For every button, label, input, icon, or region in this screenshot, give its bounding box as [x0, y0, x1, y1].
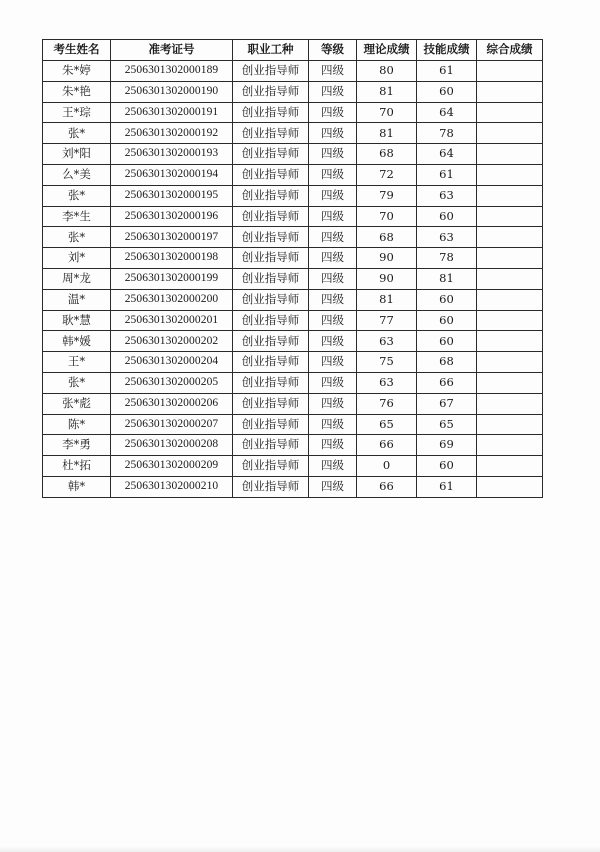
cell-theory-score: 63: [357, 331, 417, 352]
cell-skill-score: 60: [417, 456, 477, 477]
table-row: [43, 393, 543, 414]
cell-skill-score: 63: [417, 227, 477, 248]
cell-occupation: 创业指导师: [233, 206, 309, 227]
cell-theory-score: 77: [357, 310, 417, 331]
cell-ticket-id: 2506301302000198: [111, 248, 233, 269]
cell-overall-score: [477, 102, 543, 123]
cell-name: 张*: [43, 372, 111, 393]
cell-ticket-id: 2506301302000207: [111, 414, 233, 435]
cell-ticket-id: 2506301302000202: [111, 331, 233, 352]
cell-occupation: 创业指导师: [233, 331, 309, 352]
cell-overall-score: [477, 435, 543, 456]
cell-theory-score: 66: [357, 476, 417, 497]
cell-overall-score: [477, 81, 543, 102]
cell-occupation: 创业指导师: [233, 268, 309, 289]
cell-level: 四级: [309, 144, 357, 165]
table-row: [43, 206, 543, 227]
cell-name: 温*: [43, 289, 111, 310]
cell-name: 王*琮: [43, 102, 111, 123]
cell-theory-score: 70: [357, 102, 417, 123]
cell-overall-score: [477, 476, 543, 497]
cell-level: 四级: [309, 310, 357, 331]
cell-occupation: 创业指导师: [233, 372, 309, 393]
table-row: [43, 476, 543, 497]
cell-name: 张*: [43, 227, 111, 248]
cell-occupation: 创业指导师: [233, 289, 309, 310]
cell-skill-score: 61: [417, 476, 477, 497]
cell-skill-score: 64: [417, 144, 477, 165]
cell-occupation: 创业指导师: [233, 248, 309, 269]
cell-level: 四级: [309, 268, 357, 289]
cell-theory-score: 76: [357, 393, 417, 414]
cell-overall-score: [477, 227, 543, 248]
cell-skill-score: 81: [417, 268, 477, 289]
cell-skill-score: 60: [417, 206, 477, 227]
header-overall-score: 综合成绩: [477, 40, 543, 61]
cell-skill-score: 69: [417, 435, 477, 456]
cell-theory-score: 81: [357, 81, 417, 102]
cell-name: 李*勇: [43, 435, 111, 456]
cell-skill-score: 60: [417, 310, 477, 331]
cell-occupation: 创业指导师: [233, 61, 309, 82]
cell-ticket-id: 2506301302000194: [111, 164, 233, 185]
cell-ticket-id: 2506301302000196: [111, 206, 233, 227]
cell-skill-score: 61: [417, 164, 477, 185]
table-row: [43, 289, 543, 310]
table-row: [43, 331, 543, 352]
cell-ticket-id: 2506301302000201: [111, 310, 233, 331]
table-row: [43, 61, 543, 82]
cell-theory-score: 66: [357, 435, 417, 456]
cell-overall-score: [477, 144, 543, 165]
cell-occupation: 创业指导师: [233, 456, 309, 477]
cell-occupation: 创业指导师: [233, 144, 309, 165]
cell-occupation: 创业指导师: [233, 102, 309, 123]
cell-overall-score: [477, 456, 543, 477]
cell-occupation: 创业指导师: [233, 352, 309, 373]
cell-ticket-id: 2506301302000197: [111, 227, 233, 248]
cell-overall-score: [477, 185, 543, 206]
cell-level: 四级: [309, 331, 357, 352]
table-row: [43, 227, 543, 248]
cell-ticket-id: 2506301302000195: [111, 185, 233, 206]
cell-overall-score: [477, 331, 543, 352]
table-row: [43, 164, 543, 185]
table-row: [43, 352, 543, 373]
cell-level: 四级: [309, 81, 357, 102]
table-header-row: [43, 40, 543, 61]
cell-occupation: 创业指导师: [233, 123, 309, 144]
cell-overall-score: [477, 372, 543, 393]
cell-level: 四级: [309, 227, 357, 248]
cell-occupation: 创业指导师: [233, 310, 309, 331]
cell-overall-score: [477, 206, 543, 227]
cell-theory-score: 63: [357, 372, 417, 393]
cell-level: 四级: [309, 102, 357, 123]
score-table: [42, 39, 543, 498]
cell-level: 四级: [309, 123, 357, 144]
cell-theory-score: 81: [357, 289, 417, 310]
header-occupation: 职业工种: [233, 40, 309, 61]
cell-ticket-id: 2506301302000210: [111, 476, 233, 497]
table-row: [43, 81, 543, 102]
cell-level: 四级: [309, 206, 357, 227]
cell-name: 周*龙: [43, 268, 111, 289]
cell-overall-score: [477, 310, 543, 331]
cell-level: 四级: [309, 456, 357, 477]
cell-skill-score: 63: [417, 185, 477, 206]
cell-ticket-id: 2506301302000200: [111, 289, 233, 310]
cell-ticket-id: 2506301302000206: [111, 393, 233, 414]
cell-level: 四级: [309, 372, 357, 393]
cell-occupation: 创业指导师: [233, 414, 309, 435]
cell-theory-score: 70: [357, 206, 417, 227]
cell-name: 李*生: [43, 206, 111, 227]
cell-name: 韩*: [43, 476, 111, 497]
cell-level: 四级: [309, 435, 357, 456]
cell-level: 四级: [309, 61, 357, 82]
cell-overall-score: [477, 248, 543, 269]
cell-skill-score: 60: [417, 331, 477, 352]
cell-name: 么*美: [43, 164, 111, 185]
header-level: 等级: [309, 40, 357, 61]
cell-theory-score: 68: [357, 227, 417, 248]
page-edge-shadow: [0, 846, 600, 852]
cell-name: 张*: [43, 185, 111, 206]
cell-overall-score: [477, 393, 543, 414]
cell-level: 四级: [309, 164, 357, 185]
cell-level: 四级: [309, 393, 357, 414]
cell-overall-score: [477, 414, 543, 435]
cell-theory-score: 65: [357, 414, 417, 435]
cell-theory-score: 68: [357, 144, 417, 165]
cell-occupation: 创业指导师: [233, 227, 309, 248]
header-skill-score: 技能成绩: [417, 40, 477, 61]
cell-skill-score: 67: [417, 393, 477, 414]
cell-skill-score: 68: [417, 352, 477, 373]
cell-name: 朱*婷: [43, 61, 111, 82]
table-row: [43, 414, 543, 435]
cell-level: 四级: [309, 352, 357, 373]
cell-overall-score: [477, 289, 543, 310]
cell-name: 耿*慧: [43, 310, 111, 331]
cell-ticket-id: 2506301302000193: [111, 144, 233, 165]
cell-name: 刘*: [43, 248, 111, 269]
cell-theory-score: 79: [357, 185, 417, 206]
cell-occupation: 创业指导师: [233, 185, 309, 206]
cell-ticket-id: 2506301302000208: [111, 435, 233, 456]
cell-theory-score: 80: [357, 61, 417, 82]
cell-name: 韩*媛: [43, 331, 111, 352]
cell-overall-score: [477, 268, 543, 289]
cell-ticket-id: 2506301302000191: [111, 102, 233, 123]
table-row: [43, 102, 543, 123]
cell-skill-score: 61: [417, 61, 477, 82]
table-row: [43, 310, 543, 331]
cell-theory-score: 81: [357, 123, 417, 144]
table-row: [43, 123, 543, 144]
cell-level: 四级: [309, 185, 357, 206]
cell-name: 刘*阳: [43, 144, 111, 165]
cell-occupation: 创业指导师: [233, 164, 309, 185]
cell-ticket-id: 2506301302000204: [111, 352, 233, 373]
cell-ticket-id: 2506301302000205: [111, 372, 233, 393]
cell-skill-score: 66: [417, 372, 477, 393]
cell-skill-score: 65: [417, 414, 477, 435]
cell-theory-score: 90: [357, 248, 417, 269]
table-row: [43, 435, 543, 456]
table-row: [43, 185, 543, 206]
cell-name: 朱*艳: [43, 81, 111, 102]
cell-overall-score: [477, 164, 543, 185]
cell-theory-score: 0: [357, 456, 417, 477]
cell-ticket-id: 2506301302000209: [111, 456, 233, 477]
header-name: 考生姓名: [43, 40, 111, 61]
cell-overall-score: [477, 352, 543, 373]
cell-theory-score: 72: [357, 164, 417, 185]
table-row: [43, 456, 543, 477]
cell-skill-score: 78: [417, 248, 477, 269]
cell-ticket-id: 2506301302000199: [111, 268, 233, 289]
cell-skill-score: 78: [417, 123, 477, 144]
cell-overall-score: [477, 61, 543, 82]
cell-occupation: 创业指导师: [233, 393, 309, 414]
cell-level: 四级: [309, 289, 357, 310]
cell-theory-score: 75: [357, 352, 417, 373]
cell-skill-score: 64: [417, 102, 477, 123]
cell-level: 四级: [309, 414, 357, 435]
cell-name: 王*: [43, 352, 111, 373]
table-row: [43, 248, 543, 269]
cell-skill-score: 60: [417, 289, 477, 310]
cell-overall-score: [477, 123, 543, 144]
cell-occupation: 创业指导师: [233, 476, 309, 497]
cell-level: 四级: [309, 476, 357, 497]
cell-name: 张*: [43, 123, 111, 144]
cell-theory-score: 90: [357, 268, 417, 289]
cell-ticket-id: 2506301302000189: [111, 61, 233, 82]
cell-name: 陈*: [43, 414, 111, 435]
table-row: [43, 144, 543, 165]
cell-name: 杜*拓: [43, 456, 111, 477]
cell-occupation: 创业指导师: [233, 435, 309, 456]
header-theory-score: 理论成绩: [357, 40, 417, 61]
table-row: [43, 372, 543, 393]
header-ticket-id: 准考证号: [111, 40, 233, 61]
cell-ticket-id: 2506301302000190: [111, 81, 233, 102]
cell-skill-score: 60: [417, 81, 477, 102]
cell-level: 四级: [309, 248, 357, 269]
cell-ticket-id: 2506301302000192: [111, 123, 233, 144]
table-row: [43, 268, 543, 289]
table-body: [43, 61, 543, 498]
cell-occupation: 创业指导师: [233, 81, 309, 102]
cell-name: 张*彪: [43, 393, 111, 414]
